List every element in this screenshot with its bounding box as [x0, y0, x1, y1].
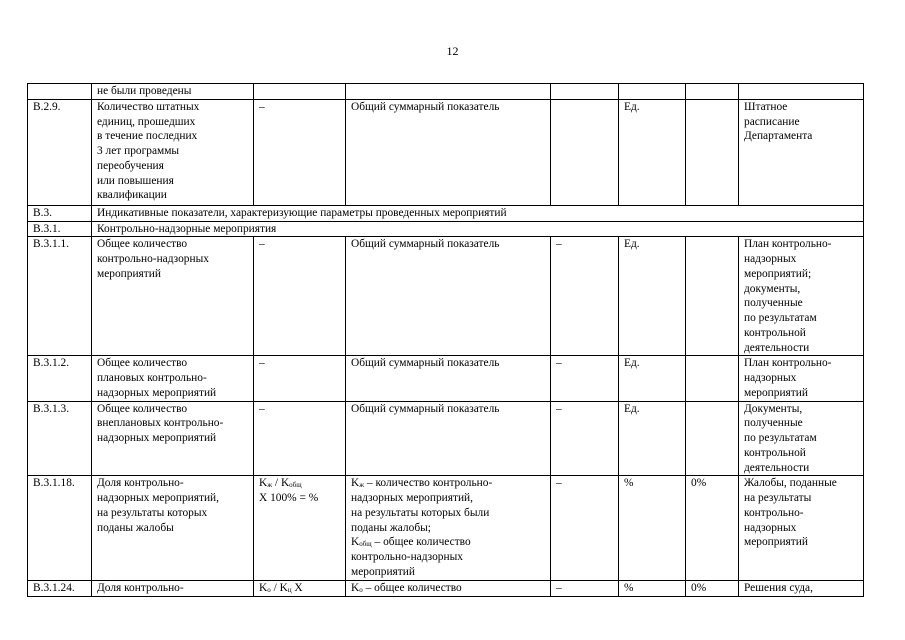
- table-row: [28, 401, 864, 476]
- cell-description: [346, 84, 551, 100]
- cell-code: В.3.1.2.: [28, 356, 92, 401]
- cell-section-title: Индикативные показатели, характеризующие параметры проведенных мероприятий: [92, 205, 864, 221]
- cell-source-flag: –: [551, 476, 619, 580]
- cell-target: 0%: [686, 476, 739, 580]
- cell-description: Общий суммарный показатель: [346, 401, 551, 476]
- cell-name: Количество штатных единиц, прошедших в течение последних 3 лет программы переобучения или повышения квалификации: [92, 99, 254, 205]
- cell-name: не были проведены: [92, 84, 254, 100]
- table-row: [28, 237, 864, 356]
- table-row: [28, 476, 864, 580]
- cell-source: Решения суда,: [739, 580, 864, 596]
- cell-formula: $K_о / K_ц$ X: [254, 580, 346, 596]
- cell-code: В.3.1.3.: [28, 401, 92, 476]
- cell-formula: [254, 84, 346, 100]
- cell-source: Документы, полученные по результатам контрольной деятельности: [739, 401, 864, 476]
- cell-source: [739, 84, 864, 100]
- cell-unit: Ед.: [619, 237, 686, 356]
- cell-description: Общий суммарный показатель: [346, 99, 551, 205]
- cell-code: В.3.1.1.: [28, 237, 92, 356]
- page-number: 12: [446, 44, 459, 58]
- cell-formula: –: [254, 401, 346, 476]
- cell-target: [686, 401, 739, 476]
- table-row: [28, 205, 864, 221]
- cell-code: В.3.: [28, 205, 92, 221]
- cell-formula: $K_ж / K_{общ}$ X 100% = %: [254, 476, 346, 580]
- cell-source: План контрольно- надзорных мероприятий; документы, полученные по результатам контрольной деятельности: [739, 237, 864, 356]
- cell-name: Доля контрольно-: [92, 580, 254, 596]
- cell-source-flag: –: [551, 356, 619, 401]
- cell-code: В.2.9.: [28, 99, 92, 205]
- cell-description: Общий суммарный показатель: [346, 237, 551, 356]
- cell-unit: Ед.: [619, 99, 686, 205]
- cell-unit: Ед.: [619, 356, 686, 401]
- cell-unit: Ед.: [619, 401, 686, 476]
- cell-code: В.3.1.24.: [28, 580, 92, 596]
- cell-source-flag: –: [551, 237, 619, 356]
- indicator-table: [27, 83, 864, 597]
- cell-description: $K_ж$ – количество контрольно- надзорных мероприятий, на результаты которых были поданы жалобы; $K_{общ}$ – общее количество контрольно-надзорных мероприятий: [346, 476, 551, 580]
- table-body: [28, 84, 864, 597]
- cell-description: Общий суммарный показатель: [346, 356, 551, 401]
- cell-target: 0%: [686, 580, 739, 596]
- cell-formula: –: [254, 99, 346, 205]
- cell-code: [28, 84, 92, 100]
- table-row: [28, 580, 864, 596]
- cell-target: [686, 356, 739, 401]
- cell-target: [686, 84, 739, 100]
- cell-source-flag: [551, 99, 619, 205]
- cell-unit: [619, 84, 686, 100]
- cell-source-flag: –: [551, 580, 619, 596]
- cell-source: Жалобы, поданные на результаты контрольно- надзорных мероприятий: [739, 476, 864, 580]
- table-row: [28, 221, 864, 237]
- cell-source: Штатное расписание Департамента: [739, 99, 864, 205]
- cell-name: Общее количество контрольно-надзорных мероприятий: [92, 237, 254, 356]
- cell-formula: –: [254, 356, 346, 401]
- table-row: [28, 99, 864, 205]
- cell-formula: –: [254, 237, 346, 356]
- cell-source-flag: [551, 84, 619, 100]
- cell-code: В.3.1.18.: [28, 476, 92, 580]
- cell-source-flag: –: [551, 401, 619, 476]
- cell-name: Общее количество плановых контрольно- надзорных мероприятий: [92, 356, 254, 401]
- cell-unit: %: [619, 476, 686, 580]
- cell-unit: %: [619, 580, 686, 596]
- cell-target: [686, 99, 739, 205]
- cell-description: $K_о$ – общее количество: [346, 580, 551, 596]
- table-row: [28, 356, 864, 401]
- table-row: [28, 84, 864, 100]
- cell-section-title: Контрольно-надзорные мероприятия: [92, 221, 864, 237]
- cell-code: В.3.1.: [28, 221, 92, 237]
- cell-target: [686, 237, 739, 356]
- cell-name: Общее количество внеплановых контрольно- надзорных мероприятий: [92, 401, 254, 476]
- cell-name: Доля контрольно- надзорных мероприятий, на результаты которых поданы жалобы: [92, 476, 254, 580]
- cell-source: План контрольно- надзорных мероприятий: [739, 356, 864, 401]
